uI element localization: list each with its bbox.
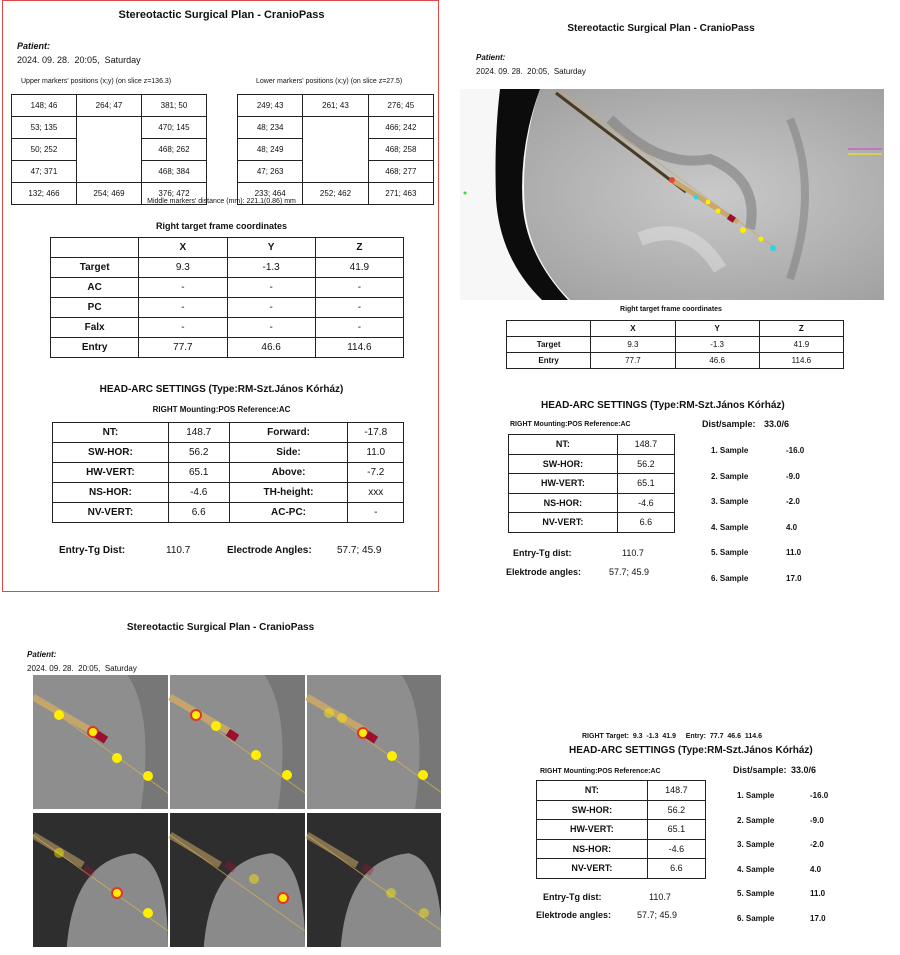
date-time: 2024. 09. 28. 20:05, Saturday xyxy=(27,664,137,673)
frame-value: 9.3 xyxy=(139,258,227,278)
marker-row xyxy=(12,95,207,117)
sample-point-marker xyxy=(337,713,347,723)
marker-cell: 50; 252 xyxy=(12,139,77,161)
marker-cell: 132; 466 xyxy=(12,183,77,205)
frame-header-cell: Y xyxy=(675,321,759,337)
head-arc-row xyxy=(509,513,675,533)
sample-point-marker xyxy=(191,710,201,720)
marker-cell: 381; 50 xyxy=(142,95,207,117)
head-arc-label: NV-VERT: xyxy=(537,859,648,879)
sample-point-marker xyxy=(418,770,428,780)
frame-header-cell: Y xyxy=(227,238,315,258)
marker-cell: 53; 135 xyxy=(12,117,77,139)
sample-point-marker xyxy=(211,721,221,731)
frame-value: 77.7 xyxy=(591,353,675,369)
head-arc-label: NT: xyxy=(509,435,618,455)
head-arc-row xyxy=(509,454,675,474)
head-arc-value: 56.2 xyxy=(617,454,674,474)
marker-cell: 468; 262 xyxy=(142,139,207,161)
head-arc-value: 56.2 xyxy=(647,800,705,820)
marker-cell: 468; 258 xyxy=(368,139,433,161)
upper-markers-caption: Upper markers' positions (x;y) (on slice z=136.3) xyxy=(21,78,172,85)
head-arc-table xyxy=(52,422,404,523)
marker-cell: 249; 43 xyxy=(238,95,303,117)
sample-label: 5. Sample xyxy=(711,548,749,557)
sample-point-marker xyxy=(112,888,122,898)
entry-tg-value: 110.7 xyxy=(166,545,191,556)
marker-cell: 466; 242 xyxy=(368,117,433,139)
marker-cell-empty xyxy=(303,117,368,183)
head-arc-title: HEAD-ARC SETTINGS (Type:RM-Szt.János Kórház) xyxy=(541,400,785,411)
plan-page-2[interactable] xyxy=(452,0,900,595)
head-arc-value: -17.8 xyxy=(348,423,404,443)
head-arc-value: 65.1 xyxy=(617,474,674,494)
head-arc-row xyxy=(509,474,675,494)
date-time: 2024. 09. 28. 20:05, Saturday xyxy=(476,67,586,76)
marker-row xyxy=(12,117,207,139)
entry-tg-label: Entry-Tg Dist: xyxy=(59,545,126,556)
sample-point-marker xyxy=(278,893,288,903)
head-arc-row xyxy=(537,820,706,840)
sample-slice-4 xyxy=(33,813,168,947)
upper-markers-table xyxy=(11,94,207,205)
frame-value: - xyxy=(315,318,403,338)
head-arc-label: Forward: xyxy=(229,423,348,443)
marker-cell: 47; 263 xyxy=(238,161,303,183)
sample-point-marker xyxy=(54,710,64,720)
frame-row xyxy=(51,298,404,318)
head-arc-label: SW-HOR: xyxy=(537,800,648,820)
marker-cell: 468; 277 xyxy=(368,161,433,183)
head-arc-value: -4.6 xyxy=(168,483,229,503)
frame-row-label: Falx xyxy=(51,318,139,338)
frame-header-cell xyxy=(51,238,139,258)
sample-label: 4. Sample xyxy=(737,864,775,874)
dist-sample-label: Dist/sample: xyxy=(733,765,787,775)
marker-cell: 264; 47 xyxy=(77,95,142,117)
sample-value: 17.0 xyxy=(786,573,802,583)
sample-value: -9.0 xyxy=(810,815,824,825)
head-arc-value: 148.7 xyxy=(647,781,705,801)
plan-page-4[interactable] xyxy=(452,605,900,955)
head-arc-value: -7.2 xyxy=(348,463,404,483)
sample-point-marker xyxy=(54,848,64,858)
sample-value: -2.0 xyxy=(810,840,824,849)
patient-label: Patient: xyxy=(476,53,506,62)
head-arc-label: HW-VERT: xyxy=(53,463,169,483)
dist-sample-value: 33.0/6 xyxy=(791,765,817,775)
frame-value: - xyxy=(139,318,227,338)
head-arc-value: 11.0 xyxy=(348,443,404,463)
sample-point-marker xyxy=(143,771,153,781)
head-arc-table xyxy=(536,780,706,879)
head-arc-label: AC-PC: xyxy=(229,503,348,523)
plan-page-1[interactable] xyxy=(2,0,439,592)
sample-point-marker xyxy=(112,753,122,763)
frame-header-cell xyxy=(507,321,591,337)
patient-label: Patient: xyxy=(17,41,51,51)
lower-markers-caption: Lower markers' positions (x;y) (on slice z=27.5) xyxy=(256,78,403,85)
marker-cell: 48; 234 xyxy=(238,117,303,139)
marker-cell: 261; 43 xyxy=(303,95,368,117)
head-arc-title: HEAD-ARC SETTINGS (Type:RM-Szt.János Kórház) xyxy=(569,745,813,756)
entry-tg-label: Entry-Tg dist: xyxy=(513,548,572,558)
head-arc-label: NS-HOR: xyxy=(53,483,169,503)
head-arc-value: 65.1 xyxy=(647,820,705,840)
frame-value: - xyxy=(139,298,227,318)
sample-label: 2. Sample xyxy=(737,815,775,825)
electrode-angles-label: Elektrode angles: xyxy=(536,910,612,920)
head-arc-value: 6.6 xyxy=(617,513,674,533)
frame-row xyxy=(507,337,844,353)
frame-header-cell: X xyxy=(591,321,675,337)
frame-value: 41.9 xyxy=(759,337,843,353)
head-arc-row xyxy=(53,423,404,443)
head-arc-row xyxy=(537,839,706,859)
entry-tg-value: 110.7 xyxy=(649,892,671,902)
marker-row xyxy=(238,117,434,139)
frame-header-row xyxy=(507,321,844,337)
sample-point-marker xyxy=(324,708,334,718)
sample-label: 6. Sample xyxy=(737,913,775,923)
entry-tg-label: Entry-Tg dist: xyxy=(543,892,602,902)
sample-point-marker xyxy=(386,888,396,898)
frame-coords-table xyxy=(506,320,844,369)
head-arc-label: Side: xyxy=(229,443,348,463)
sample-label: 4. Sample xyxy=(711,522,749,532)
sample-label: 3. Sample xyxy=(737,840,775,849)
frame-header-cell: Z xyxy=(759,321,843,337)
sample-slice-6 xyxy=(307,813,441,947)
marker-cell: 468; 384 xyxy=(142,161,207,183)
head-arc-value: 148.7 xyxy=(168,423,229,443)
frame-row-label: PC xyxy=(51,298,139,318)
sample-value: 4.0 xyxy=(810,864,822,874)
marker-cell: 276; 45 xyxy=(368,95,433,117)
sample-slice-5 xyxy=(170,813,305,947)
date-time: 2024. 09. 28. 20:05, Saturday xyxy=(17,55,141,65)
frame-row-label: Entry xyxy=(507,353,591,369)
sample-label: 1. Sample xyxy=(737,791,775,800)
frame-row-label: AC xyxy=(51,278,139,298)
marker-cell: 252; 462 xyxy=(303,183,368,205)
frame-row-label: Entry xyxy=(51,338,139,358)
entry-tg-value: 110.7 xyxy=(622,548,644,558)
frame-value: - xyxy=(315,278,403,298)
marker-cell-empty xyxy=(77,117,142,183)
sample-slice-2 xyxy=(170,675,305,809)
head-arc-value: -4.6 xyxy=(617,493,674,513)
mounting-info: RIGHT Mounting:POS Reference:AC xyxy=(152,405,291,414)
frame-row-label: Target xyxy=(507,337,591,353)
page-title: Stereotactic Surgical Plan - CranioPass xyxy=(567,23,755,34)
frame-value: - xyxy=(227,298,315,318)
sample-label: 5. Sample xyxy=(737,889,775,898)
middle-markers-distance: Middle markers' distance (mm): 221.1(0.86) mm xyxy=(147,198,296,205)
sample-point-marker xyxy=(387,751,397,761)
dist-sample-label: Dist/sample: xyxy=(702,419,756,429)
marker-cell: 376; 472 xyxy=(142,183,207,205)
head-arc-label: Above: xyxy=(229,463,348,483)
sample-value: -16.0 xyxy=(786,446,805,455)
head-arc-label: SW-HOR: xyxy=(509,454,618,474)
lower-markers-table xyxy=(237,94,434,205)
head-arc-label: SW-HOR: xyxy=(53,443,169,463)
frame-value: 41.9 xyxy=(315,258,403,278)
head-arc-label: TH-height: xyxy=(229,483,348,503)
sample-label: 1. Sample xyxy=(711,446,749,455)
electrode-angles-value: 57.7; 45.9 xyxy=(609,567,650,577)
electrode-angles-label: Electrode Angles: xyxy=(227,545,312,556)
frame-row xyxy=(51,318,404,338)
head-arc-label: NS-HOR: xyxy=(509,493,618,513)
frame-row xyxy=(51,258,404,278)
frame-value: - xyxy=(315,298,403,318)
sample-slices-grid xyxy=(33,675,441,955)
frame-header-row xyxy=(51,238,404,258)
head-arc-label: NT: xyxy=(53,423,169,443)
marker-cell: 254; 469 xyxy=(77,183,142,205)
sample-value: 11.0 xyxy=(810,889,826,898)
sample-point-marker xyxy=(282,770,292,780)
marker-row xyxy=(238,95,434,117)
head-arc-value: xxx xyxy=(348,483,404,503)
frame-value: -1.3 xyxy=(675,337,759,353)
head-arc-label: NS-HOR: xyxy=(537,839,648,859)
plan-page-3[interactable] xyxy=(0,605,441,955)
frame-value: 77.7 xyxy=(139,338,227,358)
frame-value: - xyxy=(139,278,227,298)
dist-sample-value: 33.0/6 xyxy=(764,419,790,429)
marker-cell: 47; 371 xyxy=(12,161,77,183)
patient-label: Patient: xyxy=(27,650,57,659)
frame-coords-title: Right target frame coordinates xyxy=(620,306,722,313)
sample-slice-1 xyxy=(33,675,168,809)
frame-value: -1.3 xyxy=(227,258,315,278)
head-arc-label: NV-VERT: xyxy=(509,513,618,533)
head-arc-value: 6.6 xyxy=(168,503,229,523)
head-arc-label: NV-VERT: xyxy=(53,503,169,523)
head-arc-value: -4.6 xyxy=(647,839,705,859)
page-title: Stereotactic Surgical Plan - CranioPass xyxy=(118,9,325,21)
sample-value: -9.0 xyxy=(786,471,800,481)
head-arc-row xyxy=(53,503,404,523)
marker-cell: 48; 249 xyxy=(238,139,303,161)
head-arc-row xyxy=(537,781,706,801)
sample-value: 11.0 xyxy=(786,548,802,557)
head-arc-value: 65.1 xyxy=(168,463,229,483)
mounting-info: RIGHT Mounting:POS Reference:AC xyxy=(510,421,631,428)
head-arc-value: - xyxy=(348,503,404,523)
head-arc-row xyxy=(53,443,404,463)
sample-point-marker xyxy=(143,908,153,918)
frame-coords-title: Right target frame coordinates xyxy=(155,221,288,231)
frame-value: 114.6 xyxy=(759,353,843,369)
marker-cell: 470; 145 xyxy=(142,117,207,139)
sample-label: 3. Sample xyxy=(711,497,749,506)
frame-value: 46.6 xyxy=(675,353,759,369)
frame-row xyxy=(507,353,844,369)
head-arc-row xyxy=(53,463,404,483)
frame-value: 114.6 xyxy=(315,338,403,358)
head-arc-row xyxy=(509,435,675,455)
frame-value: - xyxy=(227,278,315,298)
frame-value: 46.6 xyxy=(227,338,315,358)
frame-value: 9.3 xyxy=(591,337,675,353)
head-arc-label: NT: xyxy=(537,781,648,801)
mounting-info: RIGHT Mounting:POS Reference:AC xyxy=(540,768,661,775)
frame-header-cell: X xyxy=(139,238,227,258)
head-arc-row xyxy=(53,483,404,503)
sample-point-marker xyxy=(251,750,261,760)
head-arc-title: HEAD-ARC SETTINGS (Type:RM-Szt.János Kórház) xyxy=(99,384,344,395)
frame-value: - xyxy=(227,318,315,338)
head-arc-value: 56.2 xyxy=(168,443,229,463)
head-arc-row xyxy=(509,493,675,513)
marker-cell: 233; 464 xyxy=(238,183,303,205)
head-arc-label: HW-VERT: xyxy=(509,474,618,494)
page-title: Stereotactic Surgical Plan - CranioPass xyxy=(126,622,315,633)
sample-value: -16.0 xyxy=(810,791,829,800)
head-arc-value: 6.6 xyxy=(647,859,705,879)
marker-cell: 148; 46 xyxy=(12,95,77,117)
head-arc-table xyxy=(508,434,675,533)
frame-row-label: Target xyxy=(51,258,139,278)
sample-value: 17.0 xyxy=(810,913,826,923)
sample-label: 2. Sample xyxy=(711,471,749,481)
frame-header-cell: Z xyxy=(315,238,403,258)
sample-value: 4.0 xyxy=(786,522,798,532)
head-arc-value: 148.7 xyxy=(617,435,674,455)
electrode-angles-value: 57.7; 45.9 xyxy=(337,545,382,556)
sample-point-marker xyxy=(419,908,429,918)
frame-row xyxy=(51,338,404,358)
frame-row xyxy=(51,278,404,298)
electrode-angles-label: Elektrode angles: xyxy=(506,567,582,577)
electrode-angles-value: 57.7; 45.9 xyxy=(637,910,678,920)
sample-slice-3 xyxy=(307,675,441,809)
marker-cell: 271; 463 xyxy=(368,183,433,205)
head-arc-row xyxy=(537,859,706,879)
sample-point-marker xyxy=(249,874,259,884)
sample-value: -2.0 xyxy=(786,497,800,506)
sample-label: 6. Sample xyxy=(711,573,749,583)
trajectory-mri-view xyxy=(460,89,884,300)
head-arc-row xyxy=(537,800,706,820)
head-arc-label: HW-VERT: xyxy=(537,820,648,840)
frame-coords-table xyxy=(50,237,404,358)
target-entry-line: RIGHT Target: 9.3 -1.3 41.9 Entry: 77.7 46.6 114.6 xyxy=(582,733,763,740)
